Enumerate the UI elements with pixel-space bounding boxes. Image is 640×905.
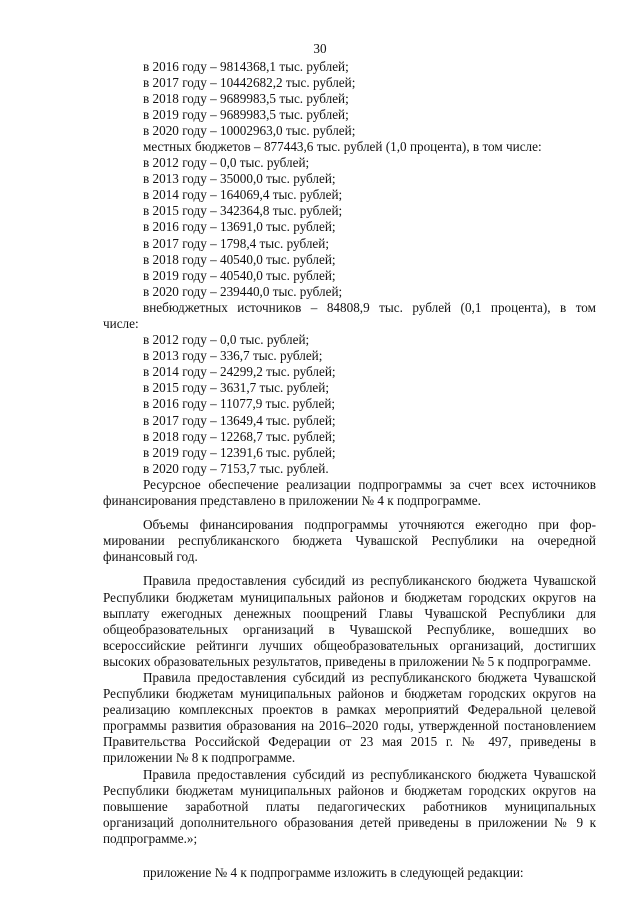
list-item: в 2019 году – 40540,0 тыс. рублей; xyxy=(143,267,336,283)
local-budget-year-list xyxy=(103,155,596,300)
list-item: в 2014 году – 164069,4 тыс. рублей; xyxy=(143,187,343,203)
list-item: в 2019 году – 12391,6 тыс. рублей; xyxy=(143,444,336,460)
list-item: в 2017 году – 13649,4 тыс. рублей; xyxy=(143,412,336,428)
list-item: в 2017 году – 1798,4 тыс. рублей; xyxy=(143,235,329,251)
resources-paragraph: Ресурсное обеспечение реализации подпрограммы за счет всех источников финансирования представлено в приложении № 4 к подпрограмме. xyxy=(103,476,596,509)
list-item: в 2018 году – 12268,7 тыс. рублей; xyxy=(143,428,336,444)
extrabudgetary-heading: внебюджетных источников – 84808,9 тыс. рублей (0,1 процента), в том xyxy=(143,299,596,315)
list-item: в 2016 году – 9814368,1 тыс. рублей; xyxy=(143,58,349,74)
list-item: в 2020 году – 10002963,0 тыс. рублей; xyxy=(143,122,356,138)
list-item: в 2018 году – 9689983,5 тыс. рублей; xyxy=(143,90,349,106)
list-item: в 2012 году – 0,0 тыс. рублей; xyxy=(143,332,310,348)
list-item: в 2016 году – 11077,9 тыс. рублей; xyxy=(143,396,336,412)
local-budgets-heading: местных бюджетов – 877443,6 тыс. рублей (1,0 процента), в том числе: xyxy=(143,138,542,154)
amendment-line: приложение № 4 к подпрограмме изложить в следующей редакции: xyxy=(143,865,524,880)
list-item: в 2013 году – 336,7 тыс. рублей; xyxy=(143,348,323,364)
list-item: в 2020 году – 239440,0 тыс. рублей; xyxy=(143,283,343,299)
subsidy-rules-paragraph: Правила предоставления субсидий из республиканского бюджета Чувашской Республики бюджетам муниципальных районов и бюджетам городских округов на повышение заработной платы педагогических работников муниципальных организаций дополнительного образования детей приведены в приложении № 9 к подпрограмме.»; xyxy=(103,766,596,846)
list-item: в 2013 году – 35000,0 тыс. рублей; xyxy=(143,171,336,187)
regional-budget-year-list xyxy=(103,59,596,139)
list-item: в 2015 году – 3631,7 тыс. рублей; xyxy=(143,380,329,396)
list-item: в 2018 году – 40540,0 тыс. рублей; xyxy=(143,251,336,267)
list-item: в 2012 году – 0,0 тыс. рублей; xyxy=(143,155,310,171)
page-number: 30 xyxy=(313,41,327,56)
list-item: в 2014 году – 24299,2 тыс. рублей; xyxy=(143,364,336,380)
subsidy-rules-paragraph: Правила предоставления субсидий из республиканского бюджета Чувашской Республики бюджетам муниципальных районов и бюджетам городских округов на выплату ежегодных денежных поощрений Главы Чувашской Республики для общеобразовательных организаций в Чувашской Республике, вошедших во всероссийские рейтинги лучших общеобразовательных организаций, достигших высоких образовательных результатов, приведены в приложении № 5 к подпрограмме. xyxy=(103,573,596,669)
subsidy-rules-paragraph: Правила предоставления субсидий из республиканского бюджета Чувашской Республики бюджетам муниципальных районов и бюджетам городских округов на реализацию комплексных проектов в рамках мероприятий Федеральной целевой программы развития образования на 2016–2020 годы, утвержденной постановлением Правительства Российской Федерации от 23 мая 2015 г. № 497, приведены в приложении № 8 к подпрограмме. xyxy=(103,669,596,766)
extrabudgetary-year-list xyxy=(103,332,596,477)
list-item: в 2020 году – 7153,7 тыс. рублей. xyxy=(143,460,329,476)
extrabudgetary-heading-continuation: числе: xyxy=(103,316,139,331)
list-item: в 2015 году – 342364,8 тыс. рублей; xyxy=(143,203,343,219)
list-item: в 2017 году – 10442682,2 тыс. рублей; xyxy=(143,74,356,90)
document-body xyxy=(103,59,596,882)
funding-volumes-paragraph: Объемы финансирования подпрограммы уточняются ежегодно при формировании республиканского бюджета Чувашской Республики на очередной финансовый год. xyxy=(103,517,596,565)
list-item: в 2019 году – 9689983,5 тыс. рублей; xyxy=(143,106,349,122)
list-item: в 2016 году – 13691,0 тыс. рублей; xyxy=(143,219,336,235)
